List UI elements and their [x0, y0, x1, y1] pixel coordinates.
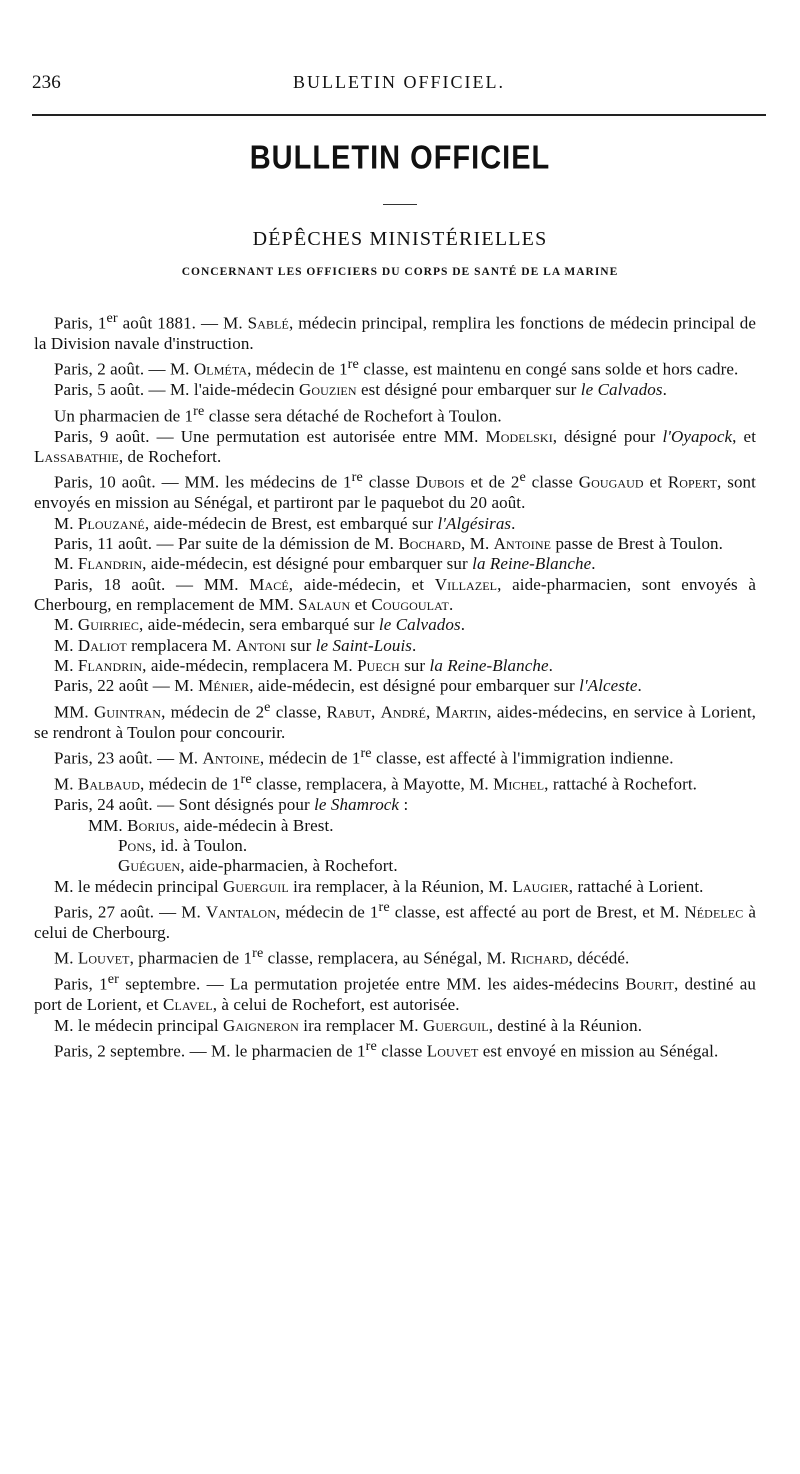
dispatch-entry: MM. Borius, aide-médecin à Brest.	[88, 815, 334, 835]
ship-name: le Calvados	[580, 380, 663, 400]
officer-name: Martin	[435, 702, 488, 722]
officer-name: André	[380, 702, 427, 722]
officer-name: Cougoulat	[371, 595, 449, 615]
officer-name: Daliot	[77, 635, 127, 655]
dispatch-entry: Paris, 1er septembre. — La permutation projetée entre MM. les aides-médecins Bourit, destiné au port de Lorient, et Clavel, à celui de Rochefort, est autorisée.	[34, 971, 756, 1015]
officer-name: Ropert	[667, 473, 718, 493]
ship-name: l'Oyapock	[662, 426, 733, 446]
dispatch-entry: Paris, 24 août. — Sont désignés pour le Shamrock :	[54, 795, 409, 815]
officer-name: Guéguen	[118, 856, 181, 876]
officer-name: Salaun	[298, 595, 351, 615]
page-title: BULLETIN OFFICIEL	[249, 139, 551, 177]
officer-name: Clavel	[163, 995, 213, 1015]
ship-name: le Shamrock	[314, 795, 400, 815]
officer-name: Laugier	[512, 876, 569, 896]
officer-name: Nédelec	[684, 902, 744, 922]
officer-name: Sablé	[247, 313, 289, 333]
dispatch-entry: M. Daliot remplacera M. Antoni sur le Saint-Louis.	[54, 635, 417, 655]
officer-name: Bourit	[625, 974, 674, 994]
officer-name: Guerguil	[422, 1015, 489, 1035]
dispatch-entry: Paris, 22 août — M. Ménier, aide-médecin, est désigné pour embarquer sur l'Alceste.	[54, 676, 642, 696]
dispatch-entry: M. Louvet, pharmacien de 1re classe, remplacera, au Sénégal, M. Richard, décédé.	[54, 945, 630, 968]
officer-name: Guintran	[94, 702, 162, 722]
ship-name: le Saint-Louis	[315, 635, 413, 655]
officer-name: Antoine	[202, 748, 260, 768]
officer-name: Gouzien	[298, 380, 357, 400]
officer-name: Ménier	[198, 676, 250, 696]
dispatch-entry: Paris, 9 août. — Une permutation est autorisée entre MM. Modelski, désigné pour l'Oyapock, et Lassabathie, de Rochefort.	[34, 426, 757, 467]
running-title: BULLETIN OFFICIEL.	[293, 72, 505, 92]
dispatch-entry: M. le médecin principal Gaigneron ira remplacer M. Guerguil, destiné à la Réunion.	[54, 1015, 643, 1035]
officer-name: Flandrin	[77, 554, 143, 574]
officer-name: Gougaud	[578, 473, 644, 493]
ship-name: le Calvados	[378, 615, 461, 635]
dispatch-entry: M. Guirriec, aide-médecin, sera embarqué sur le Calvados.	[54, 615, 466, 635]
dispatch-entry: Pons, id. à Toulon.	[118, 835, 248, 855]
officer-name: Richard	[510, 948, 569, 968]
officer-name: Vantalon	[205, 902, 276, 922]
ship-name: l'Alceste	[579, 676, 638, 696]
ship-name: la Reine-Blanche	[429, 656, 549, 676]
officer-name: Antoni	[235, 635, 286, 655]
dispatch-entry: Guéguen, aide-pharmacien, à Rochefort.	[118, 856, 398, 876]
dispatch-entry: M. Balbaud, médecin de 1re classe, remplacera, à Mayotte, M. Michel, rattaché à Rochefort.	[54, 771, 698, 794]
dispatch-entry: M. Flandrin, aide-médecin, remplacera M. Puech sur la Reine-Blanche.	[54, 656, 553, 676]
running-header	[32, 72, 766, 96]
officer-name: Modelski	[485, 426, 553, 446]
officer-name: Louvet	[77, 948, 130, 968]
dispatch-entry: M. Plouzané, aide-médecin de Brest, est embarqué sur l'Algésiras.	[54, 513, 516, 533]
officer-name: Balbaud	[77, 774, 140, 794]
dispatch-entry: Paris, 2 août. — M. Olméta, médecin de 1re classe, est maintenu en congé sans solde et hors cadre.	[54, 356, 739, 379]
officer-name: Olméta	[193, 360, 248, 379]
officer-name: Guirriec	[77, 615, 139, 635]
title-divider	[383, 204, 417, 205]
dispatch-entry: Un pharmacien de 1re classe sera détaché de Rochefort à Toulon.	[54, 402, 502, 426]
header-rule	[32, 114, 766, 116]
officer-name: Dubois	[415, 473, 465, 493]
ship-name: l'Algésiras	[437, 513, 512, 533]
officer-name: Guerguil	[223, 876, 289, 896]
officer-name: Pons	[118, 835, 152, 855]
dispatch-entry: Paris, 10 août. — MM. les médecins de 1re classe Dubois et de 2e classe Gougaud et Ropert, sont envoyés en mission au Sénégal, et partiront par le paquebot du 20 août.	[34, 469, 756, 513]
officer-name: Bochard	[398, 534, 462, 554]
dispatch-entry: Paris, 2 septembre. — M. le pharmacien de 1re classe Louvet est envoyé en mission au Sénégal.	[54, 1037, 719, 1061]
dispatch-entry: Paris, 23 août. — M. Antoine, médecin de 1re classe, est affecté à l'immigration indienne.	[54, 745, 674, 768]
section-title: DÉPÊCHES MINISTÉRIELLES	[252, 228, 548, 250]
dispatch-entry: Paris, 1er août 1881. — M. Sablé, médecin principal, remplira les fonctions de médecin principal de la Division navale d'instruction.	[34, 310, 756, 353]
dispatch-entry: Paris, 27 août. — M. Vantalon, médecin de 1re classe, est affecté au port de Brest, et M. Nédelec à celui de Cherbourg.	[34, 898, 757, 942]
officer-name: Louvet	[426, 1041, 479, 1061]
officer-name: Macé	[249, 574, 289, 594]
dispatch-entry: M. le médecin principal Guerguil ira remplacer, à la Réunion, M. Laugier, rattaché à Lorient.	[54, 876, 704, 896]
ship-name: la Reine-Blanche	[472, 554, 592, 574]
dispatch-list	[34, 308, 756, 1062]
officer-name: Plouzané	[77, 513, 145, 533]
dispatch-entry: MM. Guintran, médecin de 2e classe, Rabut, André, Martin, aides-médecins, en service à Lorient, se rendront à Toulon pour concourir.	[34, 698, 757, 742]
dispatch-entry: Paris, 5 août. — M. l'aide-médecin Gouzien est désigné pour embarquer sur le Calvados.	[54, 380, 667, 400]
dispatch-entry: Paris, 18 août. — MM. Macé, aide-médecin, et Villazel, aide-pharmacien, sont envoyés à Cherbourg, en remplacement de MM. Salaun et Cougoulat.	[34, 574, 757, 615]
officer-name: Antoine	[493, 534, 552, 554]
officer-name: Villazel	[434, 574, 498, 594]
officer-name: Borius	[127, 815, 176, 835]
officer-name: Michel	[493, 774, 545, 794]
dispatch-entry: M. Flandrin, aide-médecin, est désigné pour embarquer sur la Reine-Blanche.	[54, 554, 596, 574]
page-number: 236	[32, 72, 61, 93]
section-subtitle: CONCERNANT LES OFFICIERS DU CORPS DE SANTÉ DE LA MARINE	[181, 266, 619, 278]
dispatch-entry: Paris, 11 août. — Par suite de la démission de M. Bochard, M. Antoine passe de Brest à Toulon.	[54, 534, 724, 554]
officer-name: Rabut	[326, 702, 372, 722]
officer-name: Lassabathie	[34, 447, 119, 467]
officer-name: Flandrin	[77, 656, 143, 676]
officer-name: Puech	[357, 656, 400, 676]
officer-name: Gaigneron	[223, 1015, 299, 1035]
